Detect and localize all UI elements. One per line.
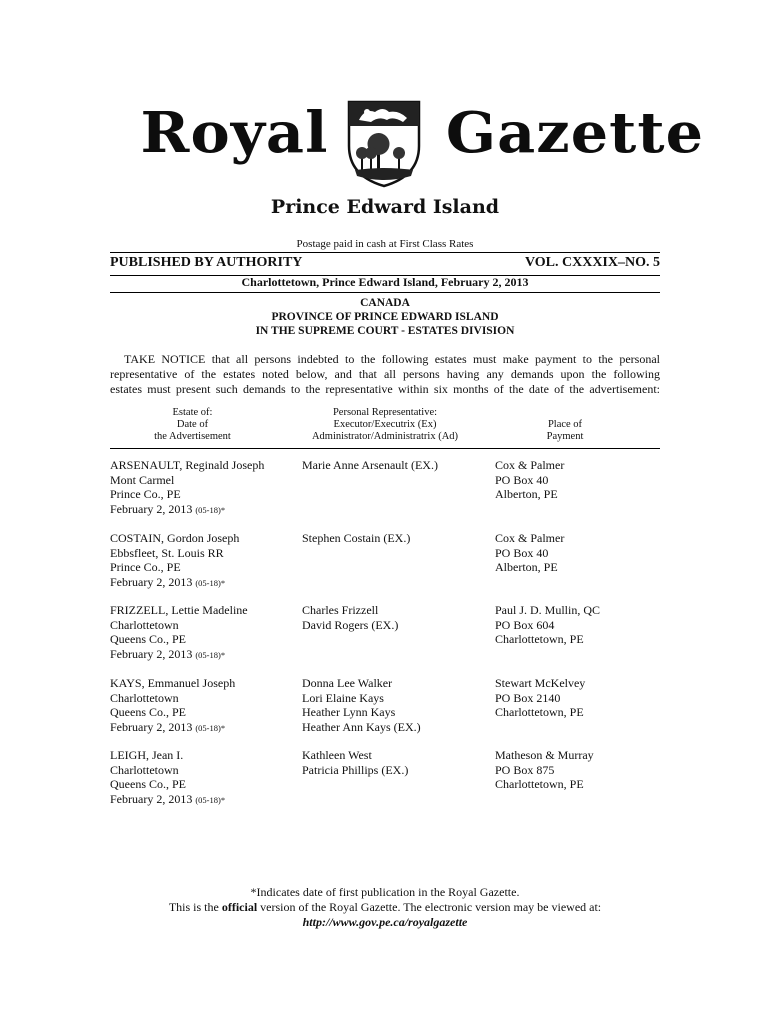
representative-name: Marie Anne Arsenault (EX.) bbox=[302, 458, 438, 472]
notice-line: TAKE NOTICE that all persons indebted to the following estates must make payment to the personal bbox=[124, 352, 660, 366]
divider bbox=[110, 292, 660, 293]
payment-line: PO Box 875 bbox=[495, 762, 555, 777]
payment-line: Cox & Palmer bbox=[495, 458, 565, 472]
column-header-line: Date of bbox=[176, 419, 209, 430]
masthead-title-left: Royal bbox=[140, 100, 329, 166]
gazette-link[interactable]: http://www.gov.pe.ca/royalgazette bbox=[302, 915, 468, 929]
payment-line: Charlottetown, PE bbox=[495, 777, 584, 792]
notice-paragraph bbox=[110, 352, 660, 397]
masthead-subtitle: Prince Edward Island bbox=[270, 196, 500, 218]
advertisement-date bbox=[110, 792, 295, 808]
payment-line: PO Box 2140 bbox=[495, 690, 561, 705]
footer-note: *Indicates date of first publication in the Royal Gazette. bbox=[250, 885, 520, 899]
notice-line: estates must present such demands to the representative within six months of the date of the advertisement: bbox=[110, 382, 660, 396]
representatives bbox=[302, 676, 487, 734]
date-text: February 2, 2013 bbox=[110, 791, 193, 806]
estate-county: Queens Co., PE bbox=[110, 632, 186, 647]
footer-emphasis: official bbox=[221, 900, 258, 914]
estate-name: LEIGH, Jean I. bbox=[110, 748, 184, 762]
postage-note: Postage paid in cash at First Class Rates bbox=[296, 238, 474, 250]
payment-place bbox=[495, 676, 660, 720]
advertisement-date bbox=[110, 575, 295, 591]
payment-line: PO Box 604 bbox=[495, 617, 555, 632]
representatives bbox=[302, 531, 487, 546]
representative-name: Patricia Phillips (EX.) bbox=[302, 762, 409, 777]
estate-name: KAYS, Emmanuel Joseph bbox=[110, 676, 236, 690]
estate-name: FRIZZELL, Lettie Madeline bbox=[110, 603, 248, 617]
masthead bbox=[0, 98, 770, 188]
payment-line: Stewart McKelvey bbox=[495, 676, 586, 690]
publication-ref: (05-18)* bbox=[195, 649, 226, 660]
publication-bar bbox=[110, 252, 660, 276]
estate-locality: Ebbsfleet, St. Louis RR bbox=[110, 545, 224, 560]
representative-name: Charles Frizzell bbox=[302, 603, 379, 617]
heading-court: IN THE SUPREME COURT - ESTATES DIVISION bbox=[255, 325, 515, 337]
payment-place bbox=[495, 603, 660, 647]
payment-line: Alberton, PE bbox=[495, 560, 558, 575]
date-text: February 2, 2013 bbox=[110, 719, 193, 734]
masthead-title-right: Gazette bbox=[445, 100, 705, 166]
estate-county: Queens Co., PE bbox=[110, 777, 186, 792]
publication-ref: (05-18)* bbox=[195, 722, 226, 733]
heading-canada: CANADA bbox=[360, 297, 410, 309]
representative-name: Heather Lynn Kays bbox=[302, 705, 396, 720]
publication-ref: (05-18)* bbox=[195, 794, 226, 805]
estate-locality: Charlottetown bbox=[110, 690, 179, 705]
dateline: Charlottetown, Prince Edward Island, February 2, 2013 bbox=[241, 275, 529, 289]
date-text: February 2, 2013 bbox=[110, 574, 193, 589]
representative-name: Stephen Costain (EX.) bbox=[302, 531, 411, 545]
column-header-payment bbox=[495, 419, 635, 443]
estate-details bbox=[110, 603, 295, 662]
volume-number: VOL. CXXXIX–NO. 5 bbox=[524, 255, 660, 270]
heading-province: PROVINCE OF PRINCE EDWARD ISLAND bbox=[271, 311, 499, 323]
column-header-estate bbox=[110, 407, 275, 443]
advertisement-date bbox=[110, 502, 295, 518]
representatives bbox=[302, 603, 487, 632]
representative-name: Kathleen West bbox=[302, 748, 372, 762]
estate-locality: Mont Carmel bbox=[110, 472, 175, 487]
publication-ref: (05-18)* bbox=[195, 504, 226, 515]
footer bbox=[0, 885, 770, 930]
payment-line: Charlottetown, PE bbox=[495, 632, 584, 647]
estate-county: Queens Co., PE bbox=[110, 705, 186, 720]
advertisement-date bbox=[110, 647, 295, 663]
representative-name: Donna Lee Walker bbox=[302, 676, 393, 690]
column-header-line: Estate of: bbox=[172, 407, 213, 418]
notice-line: representative of the estates noted below, and that all persons having any demands upon the following bbox=[110, 367, 660, 381]
date-text: February 2, 2013 bbox=[110, 646, 193, 661]
payment-place bbox=[495, 531, 660, 575]
column-header-line: Executor/Executrix (Ex) bbox=[333, 419, 437, 430]
column-header-line: Administrator/Administratrix (Ad) bbox=[311, 431, 459, 442]
estate-county: Prince Co., PE bbox=[110, 560, 181, 575]
column-header-line: Place of bbox=[547, 419, 583, 430]
payment-place bbox=[495, 748, 660, 792]
estate-name: ARSENAULT, Reginald Joseph bbox=[110, 458, 265, 472]
representatives bbox=[302, 748, 487, 777]
payment-line: Paul J. D. Mullin, QC bbox=[495, 603, 601, 617]
payment-line: Cox & Palmer bbox=[495, 531, 565, 545]
estate-county: Prince Co., PE bbox=[110, 487, 181, 502]
estate-details bbox=[110, 531, 295, 590]
date-text: February 2, 2013 bbox=[110, 501, 193, 516]
payment-line: Charlottetown, PE bbox=[495, 705, 584, 720]
column-header-line: Personal Representative: bbox=[332, 407, 438, 418]
payment-line: Matheson & Murray bbox=[495, 748, 594, 762]
publication-ref: (05-18)* bbox=[195, 577, 226, 588]
column-header-representative bbox=[300, 407, 470, 443]
estate-name: COSTAIN, Gordon Joseph bbox=[110, 531, 240, 545]
payment-line: PO Box 40 bbox=[495, 545, 549, 560]
payment-line: Alberton, PE bbox=[495, 487, 558, 502]
advertisement-date bbox=[110, 720, 295, 736]
estate-locality: Charlottetown bbox=[110, 762, 179, 777]
estate-details bbox=[110, 676, 295, 735]
estate-locality: Charlottetown bbox=[110, 617, 179, 632]
column-header-line: Payment bbox=[546, 431, 584, 442]
representative-name: David Rogers (EX.) bbox=[302, 617, 399, 632]
payment-line: PO Box 40 bbox=[495, 472, 549, 487]
representative-name: Heather Ann Kays (EX.) bbox=[302, 719, 421, 734]
footer-text: This is the bbox=[168, 900, 222, 914]
published-by: PUBLISHED BY AUTHORITY bbox=[110, 255, 303, 270]
payment-place bbox=[495, 458, 660, 502]
column-header-line: the Advertisement bbox=[154, 431, 231, 442]
representatives bbox=[302, 458, 487, 473]
footer-official-note bbox=[0, 900, 770, 915]
representative-name: Lori Elaine Kays bbox=[302, 690, 384, 705]
divider bbox=[110, 448, 660, 449]
coat-of-arms-icon bbox=[343, 98, 425, 188]
estate-details bbox=[110, 748, 295, 807]
footer-text: version of the Royal Gazette. The electronic version may be viewed at: bbox=[257, 900, 602, 914]
estate-details bbox=[110, 458, 295, 517]
